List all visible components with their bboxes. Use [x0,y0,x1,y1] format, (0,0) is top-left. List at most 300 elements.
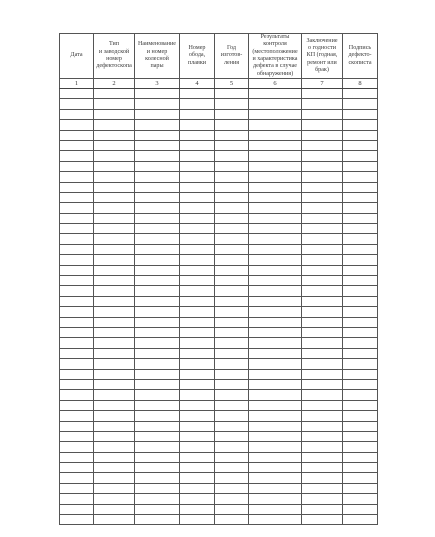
table-row [60,140,378,150]
table-cell [343,494,378,504]
table-cell [60,182,94,192]
table-cell [180,151,215,161]
table-cell [302,390,343,400]
table-row [60,109,378,119]
table-cell [60,473,94,483]
table-cell [180,224,215,234]
table-cell [343,452,378,462]
table-cell [215,286,249,296]
table-cell [343,151,378,161]
table-cell [60,192,94,202]
table-cell [60,400,94,410]
table-cell [180,182,215,192]
table-cell [249,442,302,452]
table-cell [135,265,180,275]
table-cell [60,213,94,223]
table-cell [180,483,215,493]
table-cell [135,140,180,150]
table-cell [215,255,249,265]
table-cell [302,348,343,358]
table-cell [60,255,94,265]
table-cell [94,483,135,493]
table-cell [249,172,302,182]
table-cell [60,317,94,327]
table-cell [215,494,249,504]
table-cell [249,151,302,161]
table-cell [94,296,135,306]
table-row [60,390,378,400]
table-cell [343,317,378,327]
table-cell [94,244,135,254]
table-cell [60,172,94,182]
table-cell [343,130,378,140]
table-cell [215,411,249,421]
table-cell [302,327,343,337]
table-cell [215,463,249,473]
table-row [60,276,378,286]
table-cell [215,338,249,348]
table-cell [302,442,343,452]
table-cell [94,130,135,140]
column-number: 6 [249,79,302,89]
table-cell [302,120,343,130]
table-cell [249,452,302,462]
table-cell [215,307,249,317]
table-cell [94,359,135,369]
table-row [60,286,378,296]
table-cell [343,244,378,254]
table-row [60,234,378,244]
table-cell [60,463,94,473]
table-cell [215,390,249,400]
table-cell [180,286,215,296]
table-cell [94,431,135,441]
table-cell [94,224,135,234]
header-rim-number: Номер обода, плавки [180,34,215,79]
table-cell [249,224,302,234]
table-cell [215,182,249,192]
column-number: 4 [180,79,215,89]
table-cell [343,463,378,473]
table-cell [249,369,302,379]
table-row [60,348,378,358]
table-cell [180,161,215,171]
table-cell [180,296,215,306]
table-row [60,120,378,130]
table-cell [135,379,180,389]
table-cell [135,161,180,171]
table-cell [215,213,249,223]
table-cell [94,182,135,192]
table-cell [343,400,378,410]
table-cell [60,431,94,441]
table-cell [94,494,135,504]
table-cell [343,109,378,119]
table-cell [180,213,215,223]
table-cell [135,182,180,192]
header-inspection-results: Результаты контроля (местоположение и характеристика дефекта в случае обнаружения) [249,34,302,79]
table-cell [135,431,180,441]
header-row [60,34,378,79]
table-cell [215,359,249,369]
table-cell [343,89,378,99]
table-cell [343,515,378,525]
table-row [60,379,378,389]
table-cell [180,234,215,244]
table-cell [180,130,215,140]
table-cell [302,359,343,369]
table-cell [180,172,215,182]
table-cell [302,379,343,389]
table-cell [343,234,378,244]
table-cell [135,192,180,202]
table-cell [302,338,343,348]
table-cell [215,515,249,525]
table-cell [135,255,180,265]
table-cell [302,182,343,192]
header-inspector-signature: Подпись дефекто- скописта [343,34,378,79]
table-row [60,369,378,379]
table-cell [215,224,249,234]
table-cell [215,89,249,99]
table-cell [249,120,302,130]
table-row [60,473,378,483]
table-cell [249,265,302,275]
table-cell [135,421,180,431]
table-cell [215,431,249,441]
table-cell [180,359,215,369]
table-cell [180,390,215,400]
table-cell [94,421,135,431]
table-cell [135,494,180,504]
table-cell [135,109,180,119]
table-cell [343,473,378,483]
table-cell [180,411,215,421]
table-row [60,452,378,462]
table-cell [60,161,94,171]
table-cell [94,452,135,462]
table-cell [215,379,249,389]
table-cell [302,494,343,504]
table-cell [60,483,94,493]
table-cell [94,255,135,265]
table-cell [249,483,302,493]
table-cell [302,411,343,421]
table-cell [180,99,215,109]
table-cell [343,421,378,431]
table-cell [94,442,135,452]
table-cell [94,463,135,473]
table-cell [60,89,94,99]
header-detector-type: Тип и заводской номер дефектоскопа [94,34,135,79]
table-cell [215,203,249,213]
table-row [60,130,378,140]
table-cell [302,286,343,296]
table-cell [60,421,94,431]
table-cell [249,504,302,514]
table-cell [180,442,215,452]
table-cell [343,379,378,389]
table-cell [135,286,180,296]
table-cell [343,265,378,275]
table-cell [249,515,302,525]
column-number: 5 [215,79,249,89]
table-cell [60,452,94,462]
table-cell [215,296,249,306]
table-cell [302,265,343,275]
table-cell [302,452,343,462]
table-cell [215,400,249,410]
table-cell [94,411,135,421]
table-cell [343,161,378,171]
table-cell [302,161,343,171]
table-cell [60,327,94,337]
table-cell [135,296,180,306]
table-row [60,255,378,265]
table-cell [135,151,180,161]
table-cell [302,244,343,254]
table-cell [215,348,249,358]
table-cell [249,296,302,306]
table-row [60,244,378,254]
table-cell [302,140,343,150]
table-cell [60,140,94,150]
table-row [60,327,378,337]
table-cell [249,192,302,202]
table-row [60,504,378,514]
table-cell [302,130,343,140]
table-cell [94,307,135,317]
table-cell [60,411,94,421]
table-cell [180,369,215,379]
table-cell [94,265,135,275]
table-row [60,494,378,504]
table-cell [135,400,180,410]
table-cell [94,172,135,182]
column-number: 8 [343,79,378,89]
table-cell [60,286,94,296]
table-cell [135,99,180,109]
table-row [60,161,378,171]
table-cell [249,494,302,504]
table-cell [60,359,94,369]
table-cell [180,276,215,286]
table-cell [249,338,302,348]
table-cell [215,421,249,431]
table-cell [302,369,343,379]
table-cell [249,473,302,483]
table-cell [94,120,135,130]
header-wheelset-name: Наименование и номер колесной пары [135,34,180,79]
journal-body [60,89,378,525]
table-cell [60,504,94,514]
table-cell [180,89,215,99]
table-cell [135,234,180,244]
table-cell [94,379,135,389]
column-number: 1 [60,79,94,89]
table-cell [302,109,343,119]
table-cell [60,120,94,130]
table-cell [180,120,215,130]
table-cell [135,452,180,462]
table-cell [180,255,215,265]
table-cell [135,515,180,525]
table-cell [94,515,135,525]
table-cell [135,390,180,400]
table-cell [60,338,94,348]
table-row [60,224,378,234]
table-cell [135,473,180,483]
table-cell [60,130,94,140]
table-cell [343,390,378,400]
table-cell [343,348,378,358]
table-cell [343,182,378,192]
table-row [60,172,378,182]
table-cell [302,307,343,317]
table-cell [215,140,249,150]
table-cell [60,296,94,306]
table-cell [302,203,343,213]
table-row [60,338,378,348]
table-row [60,421,378,431]
table-row [60,99,378,109]
table-cell [302,296,343,306]
table-cell [135,224,180,234]
table-cell [60,203,94,213]
table-cell [343,120,378,130]
table-cell [215,483,249,493]
table-row [60,213,378,223]
table-cell [180,109,215,119]
table-cell [60,234,94,244]
table-cell [94,369,135,379]
table-cell [215,327,249,337]
table-cell [94,286,135,296]
table-row [60,483,378,493]
table-cell [249,327,302,337]
table-cell [302,400,343,410]
table-cell [135,120,180,130]
table-cell [343,431,378,441]
table-cell [180,140,215,150]
table-cell [249,286,302,296]
table-cell [94,473,135,483]
table-cell [302,234,343,244]
table-cell [302,89,343,99]
table-cell [343,338,378,348]
table-cell [180,421,215,431]
table-cell [249,109,302,119]
table-cell [343,99,378,109]
table-row [60,192,378,202]
table-row [60,411,378,421]
table-cell [94,213,135,223]
table-cell [302,515,343,525]
table-cell [343,359,378,369]
table-row [60,317,378,327]
table-row [60,151,378,161]
table-cell [249,234,302,244]
table-row [60,400,378,410]
table-cell [94,140,135,150]
table-cell [135,369,180,379]
table-cell [302,483,343,493]
table-cell [180,379,215,389]
table-cell [215,369,249,379]
table-cell [180,265,215,275]
table-cell [215,151,249,161]
table-cell [180,317,215,327]
table-cell [180,338,215,348]
table-cell [180,494,215,504]
table-cell [60,99,94,109]
table-cell [135,327,180,337]
table-cell [60,224,94,234]
table-cell [215,109,249,119]
table-cell [180,452,215,462]
table-cell [135,338,180,348]
table-cell [215,265,249,275]
table-cell [343,483,378,493]
table-cell [180,203,215,213]
table-cell [135,172,180,182]
table-cell [215,276,249,286]
table-row [60,265,378,275]
table-cell [343,286,378,296]
column-number: 7 [302,79,343,89]
table-cell [249,307,302,317]
table-cell [135,359,180,369]
table-cell [94,192,135,202]
table-cell [249,317,302,327]
table-cell [215,504,249,514]
table-cell [249,244,302,254]
table-cell [215,172,249,182]
table-cell [302,473,343,483]
table-cell [302,504,343,514]
table-cell [135,411,180,421]
table-cell [343,307,378,317]
table-cell [60,307,94,317]
table-cell [343,213,378,223]
table-cell [94,99,135,109]
table-cell [249,390,302,400]
table-cell [180,515,215,525]
table-cell [94,276,135,286]
table-cell [135,442,180,452]
table-cell [215,244,249,254]
table-cell [343,369,378,379]
table-row [60,442,378,452]
table-cell [343,224,378,234]
table-cell [94,161,135,171]
table-cell [60,151,94,161]
table-cell [180,473,215,483]
table-cell [215,317,249,327]
table-row [60,89,378,99]
inspection-journal-table [59,33,378,525]
table-cell [249,182,302,192]
table-cell [180,431,215,441]
table-cell [215,452,249,462]
table-cell [94,348,135,358]
table-cell [94,400,135,410]
header-fitness-conclusion: Заключение о годности КП (годная, ремонт или брак) [302,34,343,79]
table-cell [135,463,180,473]
table-cell [94,234,135,244]
table-cell [135,504,180,514]
table-cell [343,172,378,182]
